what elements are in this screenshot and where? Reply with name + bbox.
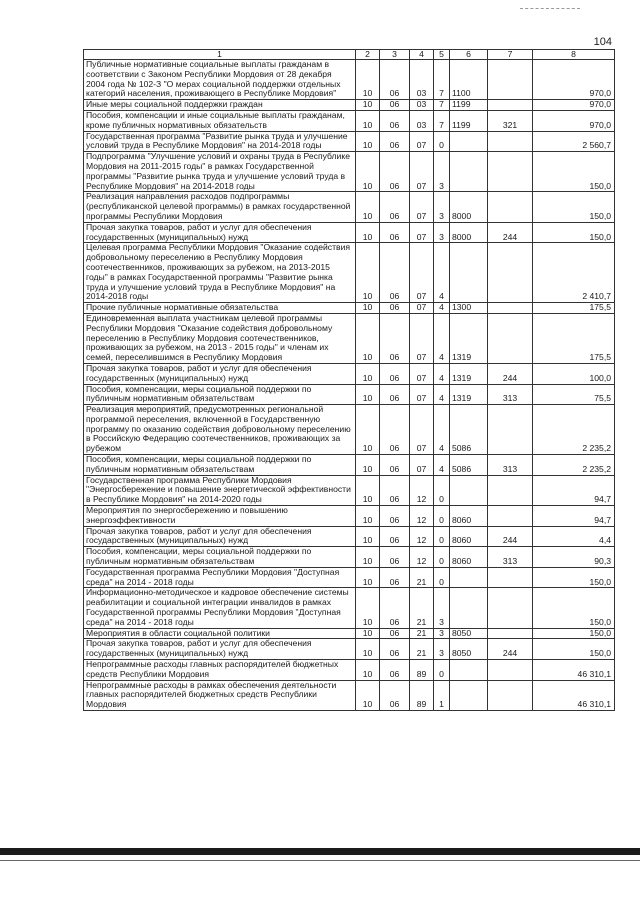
subsection-code-cell: 06: [380, 405, 410, 455]
program-code-cell: 07: [410, 131, 434, 152]
table-row: [84, 547, 615, 568]
table-row: [84, 455, 615, 476]
row-name-cell: Государственная программа Республики Мордовия "Энергосбережение и повышение энергетической эффективности в Республике Мордовия" на 2014-2020 годы: [84, 475, 356, 505]
program-code-cell: 03: [410, 110, 434, 131]
section-code-cell: 10: [356, 100, 380, 111]
section-code-cell: 10: [356, 475, 380, 505]
expense-type-cell: 244: [488, 639, 533, 660]
table-row: [84, 313, 615, 363]
subsection-code-cell: 06: [380, 526, 410, 547]
program-code-cell: 12: [410, 526, 434, 547]
program-code-cell: 21: [410, 567, 434, 588]
column-header: 8: [533, 50, 615, 60]
amount-cell: 94,7: [533, 506, 615, 527]
expense-type-cell: [488, 506, 533, 527]
table-row: [84, 639, 615, 660]
direction-code-cell: 1100: [450, 60, 488, 100]
subprogram-code-cell: 0: [434, 567, 450, 588]
section-code-cell: 10: [356, 455, 380, 476]
subsection-code-cell: 06: [380, 363, 410, 384]
expense-type-cell: 244: [488, 222, 533, 243]
scan-artifact-line: [520, 8, 580, 9]
row-name-cell: Государственная программа "Развитие рынка труда и улучшение условий труда в Республике Мордовия" на 2014-2018 годы: [84, 131, 356, 152]
column-header: 4: [410, 50, 434, 60]
expense-type-cell: 313: [488, 547, 533, 568]
subprogram-code-cell: 4: [434, 455, 450, 476]
subsection-code-cell: 06: [380, 475, 410, 505]
direction-code-cell: 8060: [450, 526, 488, 547]
amount-cell: 970,0: [533, 60, 615, 100]
program-code-cell: 03: [410, 100, 434, 111]
section-code-cell: 10: [356, 588, 380, 628]
section-code-cell: 10: [356, 192, 380, 222]
subprogram-code-cell: 7: [434, 110, 450, 131]
subsection-code-cell: 06: [380, 303, 410, 314]
subprogram-code-cell: 4: [434, 384, 450, 405]
amount-cell: 150,0: [533, 628, 615, 639]
subsection-code-cell: 06: [380, 506, 410, 527]
direction-code-cell: 1319: [450, 313, 488, 363]
row-name-cell: Пособия, компенсации и иные социальные выплаты гражданам, кроме публичных нормативных обязательств: [84, 110, 356, 131]
row-name-cell: Пособия, компенсации, меры социальной поддержки по публичным нормативным обязательствам: [84, 455, 356, 476]
table-row: [84, 628, 615, 639]
section-code-cell: 10: [356, 639, 380, 660]
row-name-cell: Непрограммные расходы главных распорядителей бюджетных средств Республики Мордовия: [84, 660, 356, 681]
subprogram-code-cell: 3: [434, 628, 450, 639]
program-code-cell: 07: [410, 384, 434, 405]
row-name-cell: Непрограммные расходы в рамках обеспечения деятельности главных распорядителей бюджетных средств Республики Мордовия: [84, 680, 356, 710]
column-header: 6: [450, 50, 488, 60]
subprogram-code-cell: 0: [434, 506, 450, 527]
subprogram-code-cell: 0: [434, 131, 450, 152]
direction-code-cell: 8060: [450, 506, 488, 527]
program-code-cell: 89: [410, 680, 434, 710]
expense-type-cell: 244: [488, 526, 533, 547]
direction-code-cell: [450, 475, 488, 505]
amount-cell: 175,5: [533, 303, 615, 314]
table-body: [84, 60, 615, 711]
direction-code-cell: [450, 567, 488, 588]
subprogram-code-cell: 3: [434, 192, 450, 222]
subsection-code-cell: 06: [380, 680, 410, 710]
section-code-cell: 10: [356, 526, 380, 547]
table-row: [84, 475, 615, 505]
subprogram-code-cell: 4: [434, 303, 450, 314]
section-code-cell: 10: [356, 660, 380, 681]
program-code-cell: 07: [410, 455, 434, 476]
program-code-cell: 07: [410, 243, 434, 303]
program-code-cell: 12: [410, 547, 434, 568]
expense-type-cell: [488, 628, 533, 639]
direction-code-cell: 8060: [450, 547, 488, 568]
section-code-cell: 10: [356, 313, 380, 363]
row-name-cell: Прочая закупка товаров, работ и услуг для обеспечения государственных (муниципальных) нужд: [84, 363, 356, 384]
table-row: [84, 567, 615, 588]
program-code-cell: 07: [410, 192, 434, 222]
section-code-cell: 10: [356, 363, 380, 384]
subsection-code-cell: 06: [380, 313, 410, 363]
section-code-cell: 10: [356, 384, 380, 405]
subprogram-code-cell: 0: [434, 660, 450, 681]
subsection-code-cell: 06: [380, 110, 410, 131]
direction-code-cell: 1319: [450, 363, 488, 384]
section-code-cell: 10: [356, 567, 380, 588]
amount-cell: 100,0: [533, 363, 615, 384]
column-header: 3: [380, 50, 410, 60]
direction-code-cell: 8000: [450, 222, 488, 243]
subsection-code-cell: 06: [380, 60, 410, 100]
expense-type-cell: [488, 313, 533, 363]
subsection-code-cell: 06: [380, 455, 410, 476]
subsection-code-cell: 06: [380, 628, 410, 639]
amount-cell: 75,5: [533, 384, 615, 405]
subprogram-code-cell: 4: [434, 363, 450, 384]
direction-code-cell: 1319: [450, 384, 488, 405]
expense-type-cell: [488, 567, 533, 588]
program-code-cell: 21: [410, 628, 434, 639]
amount-cell: 150,0: [533, 222, 615, 243]
amount-cell: 90,3: [533, 547, 615, 568]
amount-cell: 46 310,1: [533, 660, 615, 681]
direction-code-cell: [450, 680, 488, 710]
section-code-cell: 10: [356, 222, 380, 243]
row-name-cell: Мероприятия в области социальной политики: [84, 628, 356, 639]
row-name-cell: Прочая закупка товаров, работ и услуг для обеспечения государственных (муниципальных) нужд: [84, 526, 356, 547]
expense-type-cell: [488, 588, 533, 628]
page-number: 104: [593, 36, 612, 48]
row-name-cell: Мероприятия по энергосбережению и повышению энергоэффективности: [84, 506, 356, 527]
table-row: [84, 363, 615, 384]
subprogram-code-cell: 1: [434, 680, 450, 710]
amount-cell: 2 235,2: [533, 405, 615, 455]
subprogram-code-cell: 0: [434, 547, 450, 568]
direction-code-cell: 8050: [450, 639, 488, 660]
program-code-cell: 07: [410, 313, 434, 363]
direction-code-cell: [450, 588, 488, 628]
subsection-code-cell: 06: [380, 222, 410, 243]
direction-code-cell: 5086: [450, 455, 488, 476]
subsection-code-cell: 06: [380, 384, 410, 405]
program-code-cell: 12: [410, 506, 434, 527]
table-row: [84, 192, 615, 222]
amount-cell: 970,0: [533, 110, 615, 131]
subsection-code-cell: 06: [380, 660, 410, 681]
table-row: [84, 588, 615, 628]
row-name-cell: Публичные нормативные социальные выплаты гражданам в соответствии с Законом Республики Мордовия от 28 декабря 2004 года № 102-З "О мерах социальной поддержки отдельных категорий населения, проживающего в Республике Мордовия": [84, 60, 356, 100]
direction-code-cell: 8050: [450, 628, 488, 639]
subsection-code-cell: 06: [380, 131, 410, 152]
amount-cell: 150,0: [533, 192, 615, 222]
subsection-code-cell: 06: [380, 588, 410, 628]
subsection-code-cell: 06: [380, 152, 410, 192]
subsection-code-cell: 06: [380, 243, 410, 303]
expense-type-cell: 313: [488, 455, 533, 476]
amount-cell: 175,5: [533, 313, 615, 363]
subprogram-code-cell: 3: [434, 588, 450, 628]
program-code-cell: 21: [410, 588, 434, 628]
row-name-cell: Пособия, компенсации, меры социальной поддержки по публичным нормативным обязательствам: [84, 384, 356, 405]
row-name-cell: Прочая закупка товаров, работ и услуг для обеспечения государственных (муниципальных) нужд: [84, 222, 356, 243]
column-header: 1: [84, 50, 356, 60]
program-code-cell: 07: [410, 222, 434, 243]
expense-type-cell: [488, 660, 533, 681]
table-row: [84, 303, 615, 314]
table-row: [84, 526, 615, 547]
column-header: 2: [356, 50, 380, 60]
table-row: [84, 506, 615, 527]
row-name-cell: Реализация мероприятий, предусмотренных региональной программой переселения, включенной в Государственную программу по оказанию содействия добровольному переселению в Российскую Федерацию соотечественников, проживающих за рубежом: [84, 405, 356, 455]
section-code-cell: 10: [356, 405, 380, 455]
section-code-cell: 10: [356, 131, 380, 152]
section-code-cell: 10: [356, 506, 380, 527]
expense-type-cell: [488, 100, 533, 111]
program-code-cell: 89: [410, 660, 434, 681]
budget-table-sheet: [83, 49, 614, 711]
direction-code-cell: [450, 131, 488, 152]
expense-type-cell: [488, 131, 533, 152]
table-row: [84, 100, 615, 111]
direction-code-cell: 1199: [450, 110, 488, 131]
program-code-cell: 12: [410, 475, 434, 505]
table-row: [84, 131, 615, 152]
table-row: [84, 384, 615, 405]
row-name-cell: Информационно-методическое и кадровое обеспечение системы реабилитации и социальной интеграции инвалидов в рамках Государственной программы Республики Мордовия "Доступная среда" на 2014 - 2018 годы: [84, 588, 356, 628]
amount-cell: 2 235,2: [533, 455, 615, 476]
table-row: [84, 152, 615, 192]
expense-type-cell: [488, 243, 533, 303]
row-name-cell: Подпрограмма "Улучшение условий и охраны труда в Республике Мордовия на 2011-2015 годы" в рамках Государственной программы "Развитие рынка труда и улучшение условий труда в Республике Мордовия" на 2014-2018 годы: [84, 152, 356, 192]
direction-code-cell: [450, 152, 488, 192]
column-header: 7: [488, 50, 533, 60]
section-code-cell: 10: [356, 303, 380, 314]
scan-bottom-line: [0, 860, 640, 861]
subsection-code-cell: 06: [380, 639, 410, 660]
subprogram-code-cell: 4: [434, 243, 450, 303]
expense-type-cell: [488, 152, 533, 192]
table-row: [84, 660, 615, 681]
amount-cell: 150,0: [533, 639, 615, 660]
row-name-cell: Единовременная выплата участникам целевой программы Республики Мордовия "Оказание содействия добровольному переселению в Республику Мордовия соотечественников, проживающих за рубежом, на 2013 - 2015 годы" и членам их семей, переселившимся в Республику Мордовия: [84, 313, 356, 363]
table-row: [84, 110, 615, 131]
budget-table: [83, 49, 615, 711]
amount-cell: 150,0: [533, 588, 615, 628]
section-code-cell: 10: [356, 152, 380, 192]
row-name-cell: Целевая программа Республики Мордовия "Оказание содействия добровольному переселению в Республику Мордовия соотечественников, проживающих за рубежом, на 2013-2015 годы" в рамках Государственной программы "Развитие рынка труда и улучшение условий труда в Республике Мордовия" на 2014-2018 годы: [84, 243, 356, 303]
row-name-cell: Пособия, компенсации, меры социальной поддержки по публичным нормативным обязательствам: [84, 547, 356, 568]
amount-cell: 2 560,7: [533, 131, 615, 152]
subsection-code-cell: 06: [380, 100, 410, 111]
row-name-cell: Иные меры социальной поддержки граждан: [84, 100, 356, 111]
direction-code-cell: 1300: [450, 303, 488, 314]
section-code-cell: 10: [356, 547, 380, 568]
table-row: [84, 405, 615, 455]
section-code-cell: 10: [356, 110, 380, 131]
subprogram-code-cell: 0: [434, 475, 450, 505]
section-code-cell: 10: [356, 60, 380, 100]
amount-cell: 970,0: [533, 100, 615, 111]
subsection-code-cell: 06: [380, 567, 410, 588]
expense-type-cell: 321: [488, 110, 533, 131]
program-code-cell: 07: [410, 363, 434, 384]
table-row: [84, 243, 615, 303]
direction-code-cell: [450, 243, 488, 303]
row-name-cell: Государственная программа Республики Мордовия "Доступная среда" на 2014 - 2018 годы: [84, 567, 356, 588]
direction-code-cell: 8000: [450, 192, 488, 222]
subsection-code-cell: 06: [380, 547, 410, 568]
program-code-cell: 03: [410, 60, 434, 100]
direction-code-cell: [450, 660, 488, 681]
row-name-cell: Прочие публичные нормативные обязательства: [84, 303, 356, 314]
row-name-cell: Прочая закупка товаров, работ и услуг для обеспечения государственных (муниципальных) нужд: [84, 639, 356, 660]
expense-type-cell: [488, 192, 533, 222]
direction-code-cell: 1199: [450, 100, 488, 111]
expense-type-cell: [488, 60, 533, 100]
expense-type-cell: [488, 405, 533, 455]
expense-type-cell: [488, 680, 533, 710]
direction-code-cell: 5086: [450, 405, 488, 455]
scan-bottom-band: [0, 848, 640, 855]
subprogram-code-cell: 4: [434, 313, 450, 363]
subprogram-code-cell: 7: [434, 100, 450, 111]
table-row: [84, 222, 615, 243]
amount-cell: 2 410,7: [533, 243, 615, 303]
table-row: [84, 680, 615, 710]
amount-cell: 150,0: [533, 152, 615, 192]
amount-cell: 150,0: [533, 567, 615, 588]
program-code-cell: 21: [410, 639, 434, 660]
expense-type-cell: 313: [488, 384, 533, 405]
table-row: [84, 60, 615, 100]
subprogram-code-cell: 0: [434, 526, 450, 547]
section-code-cell: 10: [356, 243, 380, 303]
program-code-cell: 07: [410, 405, 434, 455]
expense-type-cell: [488, 303, 533, 314]
expense-type-cell: 244: [488, 363, 533, 384]
amount-cell: 94,7: [533, 475, 615, 505]
expense-type-cell: [488, 475, 533, 505]
subprogram-code-cell: 7: [434, 60, 450, 100]
subprogram-code-cell: 4: [434, 405, 450, 455]
program-code-cell: 07: [410, 152, 434, 192]
amount-cell: 46 310,1: [533, 680, 615, 710]
column-header: 5: [434, 50, 450, 60]
table-header: [84, 50, 615, 60]
row-name-cell: Реализация направления расходов подпрограммы (республиканской целевой программы) в рамках государственной программы Республики Мордовия: [84, 192, 356, 222]
subprogram-code-cell: 3: [434, 152, 450, 192]
section-code-cell: 10: [356, 628, 380, 639]
subsection-code-cell: 06: [380, 192, 410, 222]
subprogram-code-cell: 3: [434, 639, 450, 660]
section-code-cell: 10: [356, 680, 380, 710]
amount-cell: 4,4: [533, 526, 615, 547]
subprogram-code-cell: 3: [434, 222, 450, 243]
program-code-cell: 07: [410, 303, 434, 314]
